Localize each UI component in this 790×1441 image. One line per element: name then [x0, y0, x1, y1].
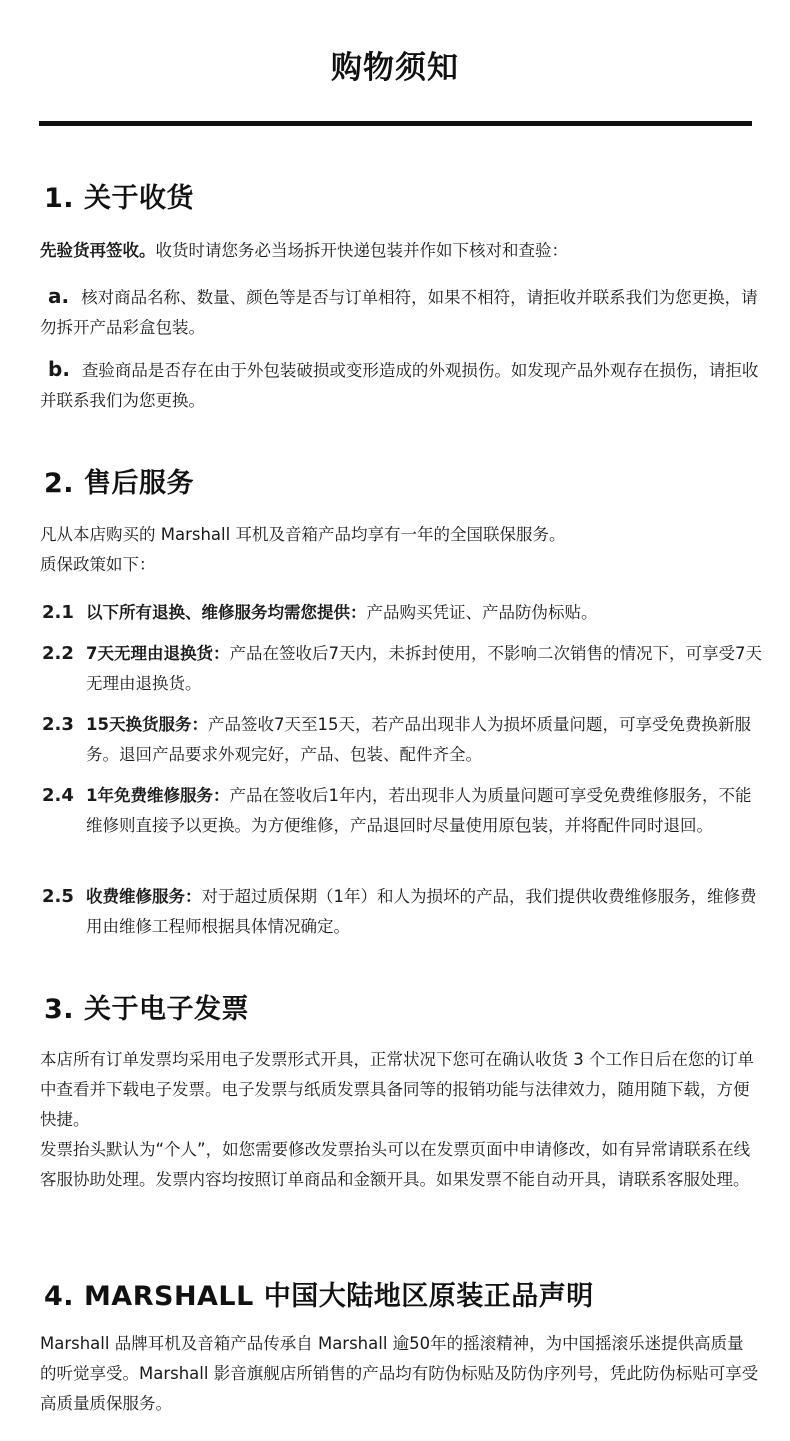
title-divider: [39, 121, 752, 126]
section-1-point-b: [40, 354, 760, 416]
point-text-a: 核对商品名称、数量、颜色等是否与订单相符，如果不相符，请拒收并联系我们为您更换，请勿拆开产品彩盒包装。: [40, 288, 758, 337]
point-marker-b: b.: [48, 357, 70, 381]
point-text-b: 查验商品是否存在由于外包装破损或变形造成的外观损伤。如发现产品外观存在损伤，请拒收并联系我们为您更换。: [40, 361, 759, 410]
policy-item-text: 产品签收7天至15天，若产品出现非人为损坏质量问题，可享受免费换新服务。退回产品要求外观完好，产品、包装、配件齐全。: [86, 715, 751, 764]
section-3-para-2: 发票抬头默认为“个人”，如您需要修改发票抬头可以在发票页面中申请修改，如有异常请联系在线客服协助处理。发票内容均按照订单商品和金额开具。如果发票不能自动开具，请联系客服处理。: [40, 1140, 751, 1189]
policy-item: [42, 639, 762, 699]
section-2-heading: 2. 售后服务: [44, 468, 194, 499]
policy-item-label: 1年免费维修服务：: [86, 786, 230, 805]
policy-item: [42, 598, 762, 628]
section-1-point-a: [40, 281, 760, 343]
policy-item-text: 对于超过质保期（1年）和人为损坏的产品，我们提供收费维修服务，维修费用由维修工程师根据具体情况确定。: [86, 887, 757, 936]
section-4-para-1: Marshall 品牌耳机及音箱产品传承自 Marshall 逾50年的摇滚精神，为中国摇滚乐迷提供高质量的听觉享受。Marshall 影音旗舰店所销售的产品均有防伪标贴及防伪序列号，凭此防伪标贴可享受高质量质保服务。: [40, 1334, 759, 1413]
section-1-intro-text: 收货时请您务必当场拆开快递包装并作如下核对和查验：: [155, 241, 568, 260]
section-4-heading: 4. MARSHALL 中国大陆地区原装正品声明: [44, 1281, 594, 1312]
policy-item: [42, 710, 762, 770]
policy-item-number: 2.3: [42, 714, 74, 735]
policy-item-text: 产品在签收后1年内，若出现非人为质量问题可享受免费维修服务，不能维修则直接予以更换。为方便维修，产品退回时尽量使用原包装，并将配件同时退回。: [86, 786, 752, 835]
policy-item-label: 7天无理由退换货：: [86, 644, 230, 663]
policy-item-number: 2.5: [42, 886, 74, 907]
section-1-intro: [40, 236, 760, 266]
policy-item-label: 收费维修服务：: [86, 887, 202, 906]
policy-item: [42, 882, 762, 942]
policy-item-label: 15天换货服务：: [86, 715, 208, 734]
point-marker-a: a.: [48, 284, 70, 308]
policy-item-number: 2.1: [42, 602, 74, 623]
policy-item-number: 2.2: [42, 643, 74, 664]
policy-item-text: 产品购买凭证、产品防伪标贴。: [366, 603, 598, 622]
policy-item-label: 以下所有退换、维修服务均需您提供：: [86, 603, 367, 622]
section-2-intro-line2: 质保政策如下：: [40, 555, 156, 574]
section-2-intro: [40, 520, 760, 580]
section-2-intro-line1: 凡从本店购买的 Marshall 耳机及音箱产品均享有一年的全国联保服务。: [40, 525, 566, 544]
section-3-para-1: 本店所有订单发票均采用电子发票形式开具，正常状况下您可在确认收货 3 个工作日后在您的订单中查看并下载电子发票。电子发票与纸质发票具备同等的报销功能与法律效力，随用随下载，方便快捷。: [40, 1050, 754, 1129]
page-title: 购物须知: [331, 50, 459, 86]
policy-item-number: 2.4: [42, 785, 74, 806]
policy-item: [42, 781, 762, 841]
policy-item-text: 产品在签收后7天内，未拆封使用，不影响二次销售的情况下，可享受7天无理由退换货。: [86, 644, 762, 693]
section-1-heading: 1. 关于收货: [44, 183, 194, 214]
section-3-heading: 3. 关于电子发票: [44, 994, 249, 1025]
section-1-intro-bold: 先验货再签收。: [40, 241, 156, 260]
